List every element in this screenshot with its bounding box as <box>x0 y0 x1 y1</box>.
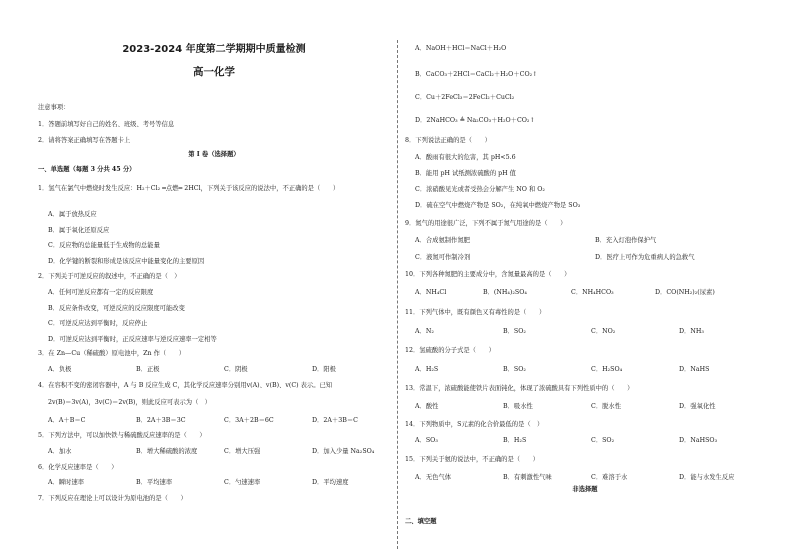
question-stem: 4．在容积不变的密闭容器中，A 与 B 反应生成 C，其化学反应速率分别用v(A)、v(B)、v(C) 表示。已知 <box>38 382 333 389</box>
option: B．SO₂ <box>503 366 526 373</box>
option: B．能用 pH 试纸测浓硫酸的 pH 值 <box>415 170 516 177</box>
option: A．属于放热反应 <box>48 211 97 218</box>
option: A．酸性 <box>415 403 439 410</box>
question-stem: 3．在 Zn—Cu（稀硫酸）原电池中，Zn 作（ ） <box>38 350 186 357</box>
subject-title: 高一化学 <box>193 66 235 78</box>
option: A．H₂S <box>415 366 439 373</box>
question-stem: 2．下列关于可逆反应的叙述中，不正确的是（ ） <box>38 273 181 280</box>
option: D．强氧化性 <box>679 403 716 410</box>
option: B．SO₂ <box>503 328 526 335</box>
option: A．N₂ <box>415 328 434 335</box>
option: D．硫在空气中燃烧产物是 SO₂，在纯氧中燃烧产物是 SO₃ <box>415 202 581 209</box>
option: C．增大压强 <box>224 448 261 455</box>
option: C．3A＋2B＝6C <box>224 417 274 424</box>
column-divider <box>397 40 398 549</box>
option: D．平均速度 <box>312 479 349 486</box>
option: B．充入灯泡作保护气 <box>595 237 657 244</box>
question-stem: 15．下列关于氨的说法中，不正确的是（ ） <box>405 456 539 463</box>
option: D．NaHSO₃ <box>679 437 718 444</box>
volume-heading: 第 I 卷（选择题） <box>188 151 240 158</box>
option: B．H₂S <box>503 437 527 444</box>
option: C．浓硝酸见光或者受热会分解产生 NO 和 O₂ <box>415 186 545 193</box>
notice-item: 2．请将答案正确填写在答题卡上 <box>38 137 131 144</box>
option: D．2A＋3B＝C <box>312 417 358 424</box>
option: D．阳极 <box>312 366 336 373</box>
option: B．有刺激性气味 <box>503 474 552 481</box>
notice-item: 1．答题前填写好自己的姓名、班级、考号等信息 <box>38 121 175 128</box>
question-stem: 7．下列反应在理论上可以设计为原电池的是（ ） <box>38 495 187 502</box>
option: C．可逆反应达到平衡时，反应停止 <box>48 320 148 327</box>
option: B．反应条件改变，可逆反应的反应限度可能改变 <box>48 305 185 312</box>
question-stem: 12．氢硫酸的分子式是（ ） <box>405 347 495 354</box>
option: A．合成氨制作氮肥 <box>415 237 470 244</box>
option: A．瞬时速率 <box>48 479 85 486</box>
option: A．任何可逆反应都有一定的反应限度 <box>48 289 154 296</box>
option: A．加水 <box>48 448 72 455</box>
exam-title: 2023-2024 年度第二学期期中质量检测 <box>122 44 306 55</box>
section-heading: 一、单选题（每题 3 分共 45 分） <box>38 166 136 173</box>
option: B．2A＋3B＝3C <box>136 417 186 424</box>
option: D．NH₃ <box>679 328 704 335</box>
option: A．无色气体 <box>415 474 452 481</box>
option: C．SO₂ <box>591 437 615 444</box>
question-stem: 5．下列方法中，可以加快铁与稀硫酸反应速率的是（ ） <box>38 432 206 439</box>
option: C．反应物的总能量低于生成物的总能量 <box>48 242 160 249</box>
question-stem: 11．下列气体中，既有颜色又有毒性的是（ ） <box>405 309 546 316</box>
option: C．NO₂ <box>591 328 616 335</box>
option: A．A＋B＝C <box>48 417 86 424</box>
option: D．医疗上可作为危重病人的急救气 <box>595 254 695 261</box>
option: B．CaCO₃＋2HCl＝CaCl₂＋H₂O＋CO₂↑ <box>415 71 538 78</box>
option: C．H₂SO₄ <box>591 366 623 373</box>
option: C．液氮可作制冷剂 <box>415 254 471 261</box>
option: D．CO(NH₂)₂(尿素) <box>655 289 715 296</box>
option: D．NaHS <box>679 366 710 373</box>
option: C．阴极 <box>224 366 248 373</box>
question-stem: 8．下列说法正确的是（ ） <box>405 137 491 144</box>
section-heading: 二、填空题 <box>405 518 437 525</box>
option: D．加入少量 Na₂SO₄ <box>312 448 375 455</box>
option: C．NH₄HCO₃ <box>571 289 614 296</box>
notice-heading: 注意事项： <box>38 104 70 111</box>
option: B．属于氧化还原反应 <box>48 227 110 234</box>
option: A．NH₄Cl <box>415 289 447 296</box>
option: A．酸雨有很大的危害，其 pH<5.6 <box>415 154 516 161</box>
option: D．可逆反应达到平衡时，正反应速率与逆反应速率一定相等 <box>48 336 217 343</box>
question-stem: 9．氮气的用途很广泛，下列不属于氮气用途的是（ ） <box>405 220 567 227</box>
option: C．Cu＋2FeCl₃＝2FeCl₂＋CuCl₂ <box>415 94 515 101</box>
nonchoice-heading: 非选择题 <box>572 486 598 493</box>
option: B．(NH₄)₂SO₄ <box>483 289 527 296</box>
question-stem: 6．化学反应速率是（ ） <box>38 464 118 471</box>
option: B．吸水性 <box>503 403 533 410</box>
option: B．增大稀硫酸的浓度 <box>136 448 198 455</box>
option: D．能与水发生反应 <box>679 474 735 481</box>
question-stem: 14．下列物质中，S元素的化合价最低的是（ ） <box>405 421 544 428</box>
option: C．脱水性 <box>591 403 622 410</box>
option: C．难溶于水 <box>591 474 628 481</box>
question-stem: 13．常温下，浓硫酸能使铁片表面钝化，体现了浓硫酸具有下列性质中的（ ） <box>405 385 634 392</box>
option: A．NaOH＋HCl＝NaCl＋H₂O <box>415 45 507 52</box>
option: B．正极 <box>136 366 160 373</box>
option: B．平均速率 <box>136 479 173 486</box>
option: A．SO₃ <box>415 437 438 444</box>
question-stem: 10．下列各种氮肥的主要成分中，含氮量最高的是（ ） <box>405 271 571 278</box>
option: D．化学键的断裂和形成是该反应中能量变化的主要原因 <box>48 258 205 265</box>
option: D．2NaHCO₃ ≜ Na₂CO₃＋H₂O＋CO₂↑ <box>415 117 535 124</box>
question-stem-cont: 2v(B)＝3v(A)，3v(C)＝2v(B)，则此反应可表示为（ ） <box>48 399 211 406</box>
option: A．负极 <box>48 366 72 373</box>
option: C．勺速速率 <box>224 479 261 486</box>
question-stem: 1．氢气在氯气中燃烧时发生反应：H₂＋Cl₂ ═点燃═ 2HCl，下列关于该反应的说法中，不正确的是（ ） <box>38 185 340 192</box>
